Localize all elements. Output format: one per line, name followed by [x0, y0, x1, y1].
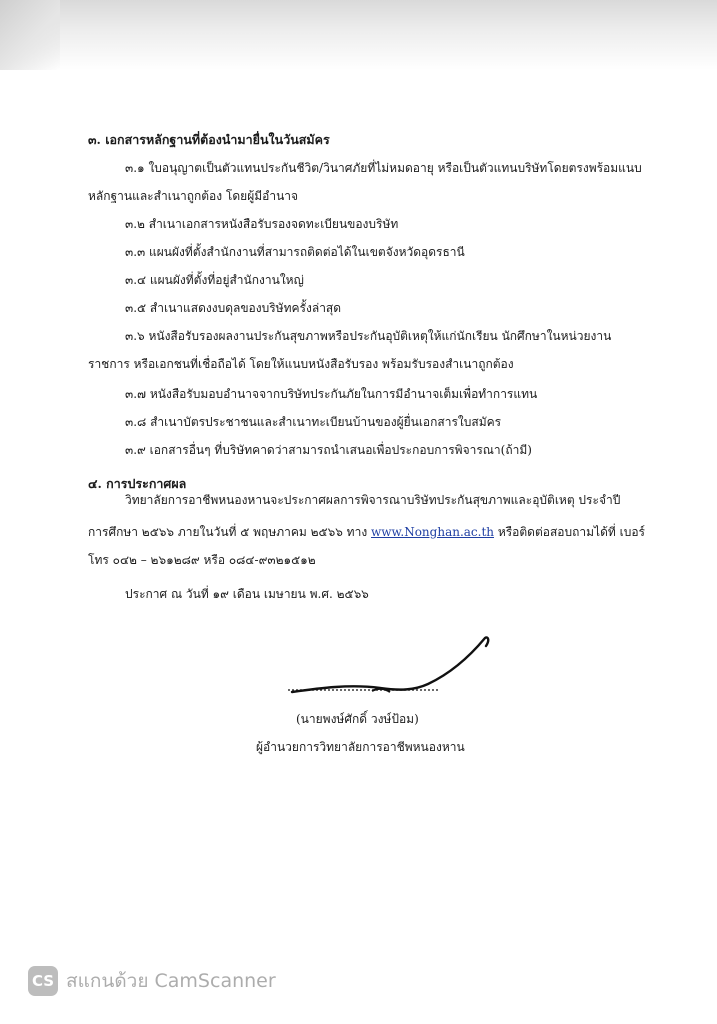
section3-item3: ๓.๓ แผนผังที่ตั้งสำนักงานที่สามารถติดต่อได้ในเขตจังหวัดอุดรธานี [125, 245, 465, 259]
section4-line2 [88, 524, 645, 540]
section3-item5: ๓.๕ สำเนาแสดงงบดุลของบริษัทครั้งล่าสุด [125, 301, 342, 315]
section3-item1-line2: หลักฐานและสำเนาถูกต้อง โดยผู้มีอำนาจ [88, 189, 299, 203]
section3-item7: ๓.๗ หนังสือรับมอบอำนาจจากบริษัทประกันภัยในการมีอำนาจเต็มเพื่อทำการแทน [125, 387, 538, 401]
section4-line1: วิทยาลัยการอาชีพหนองหานจะประกาศผลการพิจารณาบริษัทประกันสุขภาพและอุบัติเหตุ ประจำปี [125, 493, 621, 507]
section3-item6-line2: ราชการ หรือเอกชนที่เชื่อถือได้ โดยให้แนบหนังสือรับรอง พร้อมรับรองสำเนาถูกต้อง [88, 357, 514, 371]
signatory-name: (นายพงษ์ศักดิ์ วงษ์ป้อม) [296, 712, 419, 726]
section4-line2-end: หรือติดต่อสอบถามได้ที่ เบอร์ [494, 525, 645, 539]
section3-item9: ๓.๙ เอกสารอื่นๆ ที่บริษัทคาดว่าสามารถนำเสนอเพื่อประกอบการพิจารณา(ถ้ามี) [125, 443, 532, 457]
website-link[interactable]: www.Nonghan.ac.th [371, 525, 495, 539]
section4-heading: ๔. การประกาศผล [88, 476, 187, 491]
section3-heading: ๓. เอกสารหลักฐานที่ต้องนำมายื่นในวันสมัคร [88, 132, 330, 147]
announcement-date: ประกาศ ณ วันที่ ๑๙ เดือน เมษายน พ.ศ. ๒๕๖๖ [125, 587, 369, 601]
section4-line2-start: การศึกษา ๒๕๖๖ ภายในวันที่ ๕ พฤษภาคม ๒๕๖๖ ทาง [88, 525, 371, 539]
section3-item2: ๓.๒ สำเนาเอกสารหนังสือรับรองจดทะเบียนของบริษัท [125, 217, 399, 231]
section3-item4: ๓.๔ แผนผังที่ตั้งที่อยู่สำนักงานใหญ่ [125, 273, 304, 287]
scan-shadow [0, 0, 717, 70]
signature-image [280, 628, 510, 708]
page-fold [0, 0, 60, 70]
section4-line3: โทร ๐๔๒ – ๒๖๑๒๘๙ หรือ ๐๘๔-๙๓๒๑๕๑๒ [88, 553, 316, 567]
signatory-position: ผู้อำนวยการวิทยาลัยการอาชีพหนองหาน [256, 740, 465, 754]
camscanner-logo-icon: CS [28, 966, 58, 996]
camscanner-watermark [28, 966, 276, 996]
section3-item8: ๓.๘ สำเนาบัตรประชาชนและสำเนาทะเบียนบ้านของผู้ยื่นเอกสารใบสมัคร [125, 415, 502, 429]
section3-item1-line1: ๓.๑ ใบอนุญาตเป็นตัวแทนประกันชีวิต/วินาศภัยที่ไม่หมดอายุ หรือเป็นตัวแทนบริษัทโดยตรงพร้อมแนบ [125, 161, 642, 175]
section3-item6-line1: ๓.๖ หนังสือรับรองผลงานประกันสุขภาพหรือประกันอุบัติเหตุให้แก่นักเรียน นักศึกษาในหน่วยงาน [125, 329, 612, 343]
watermark-text: สแกนด้วย CamScanner [66, 970, 276, 992]
